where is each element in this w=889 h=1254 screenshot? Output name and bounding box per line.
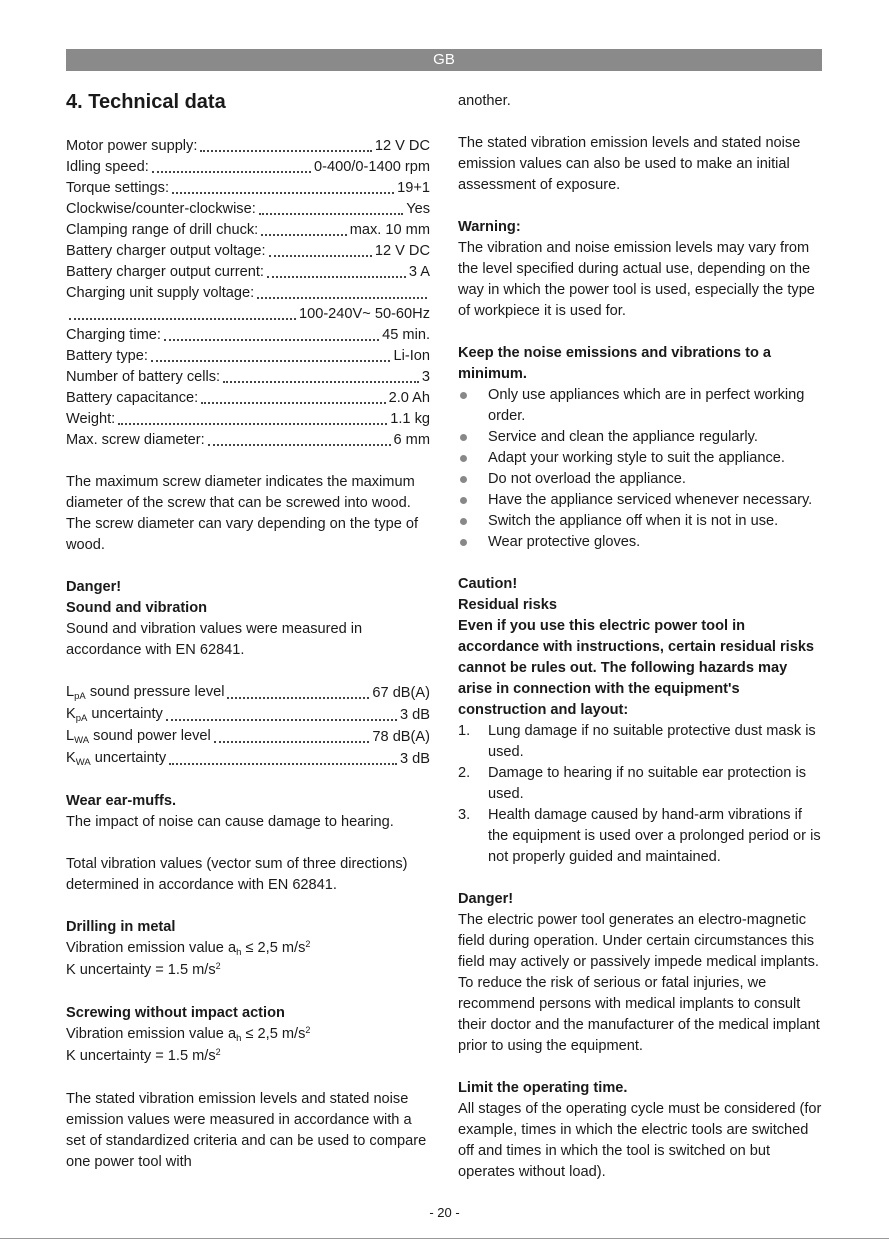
- list-item: Only use appliances which are in perfect working order.: [458, 385, 824, 427]
- drilling-uncertainty: K uncertainty = 1.5 $m/s^2$: [66, 961, 221, 978]
- list-item: Service and clean the appliance regularly.: [458, 427, 824, 448]
- leader-dots: [261, 234, 346, 236]
- list-item: Adapt your working style to suit the appliance.: [458, 448, 824, 469]
- spec-value: 2.0 Ah: [388, 390, 430, 406]
- warning-heading: Warning:: [458, 219, 521, 235]
- risk-number: 1.: [458, 723, 471, 739]
- leader-dots: [164, 339, 379, 341]
- danger-heading: Danger!: [66, 579, 122, 595]
- total-vibration-text: Total vibration values (vector sum of three directions) determined in accordance with EN 62841.: [66, 856, 408, 893]
- spec-value: Yes: [406, 201, 430, 217]
- earmuffs-text: The impact of noise can cause damage to hearing.: [66, 814, 394, 830]
- spec-key: Charging unit supply voltage:: [66, 285, 255, 301]
- leader-dots: [151, 360, 391, 362]
- leader-dots: [267, 276, 406, 278]
- list-item: Do not overload the appliance.: [458, 469, 824, 490]
- spec-key: Battery type:: [66, 348, 148, 364]
- spec-value: 1.1 kg: [390, 411, 430, 427]
- screwing-vibration: Vibration emission value $a_h \le 2,5$ $m/s^2$: [66, 1025, 311, 1044]
- spec-list: [66, 136, 430, 451]
- risk-text: Damage to hearing if no suitable ear protection is used.: [488, 765, 807, 802]
- spec-key: Idling speed:: [66, 159, 149, 175]
- limit-text: All stages of the operating cycle must be considered (for example, times in which the electric tools are switched off and times in which the tool is switched on but operates without load).: [458, 1101, 822, 1180]
- risk-item: [458, 805, 824, 868]
- leader-dots: [152, 171, 311, 173]
- noise-key: $K_{WA}$ uncertainty: [66, 750, 167, 768]
- spec-row: [66, 241, 430, 262]
- noise-key: $L_{pA}$ sound pressure level: [66, 684, 225, 702]
- leader-dots: [169, 763, 397, 765]
- spec-key: Motor power supply:: [66, 138, 198, 154]
- spec-value: 100-240V~ 50-60Hz: [298, 306, 430, 322]
- warning-text: The vibration and noise emission levels may vary from the level specified during actual use, depending on the way in which the power tool is used, especially the type of workpiece it is used for.: [458, 240, 815, 319]
- spec-row: [66, 283, 430, 304]
- caution-heading: Caution!: [458, 576, 518, 592]
- precaution-list: [458, 385, 824, 553]
- continuation-text: another.: [458, 93, 511, 109]
- leader-dots: [201, 402, 385, 404]
- noise-row: [66, 748, 430, 770]
- header-bar: [66, 49, 822, 71]
- danger2-text: The electric power tool generates an electro-magnetic field during operation. Under certain circumstances this field may actively or passively impede medical implants. To reduce the risk of serious or fatal injuries, we recommend persons with medical implants to consult their doctor and the manufacturer of the medical implant prior to using the equipment.: [458, 912, 820, 1054]
- spec-key: Number of battery cells:: [66, 369, 221, 385]
- spec-value: 3 A: [408, 264, 430, 280]
- leader-dots: [118, 423, 387, 425]
- section-title: 4. Technical data: [66, 91, 226, 113]
- spec-row: [66, 157, 430, 178]
- spec-row: [66, 136, 430, 157]
- drilling-heading: Drilling in metal: [66, 919, 176, 935]
- leader-dots: [269, 255, 372, 257]
- spec-row: [66, 325, 430, 346]
- spec-key: Battery charger output current:: [66, 264, 264, 280]
- noise-key: $L_{WA}$ sound power level: [66, 728, 211, 746]
- noise-row: [66, 726, 430, 748]
- spec-row: [66, 178, 430, 199]
- spec-row: [66, 304, 430, 325]
- risk-item: [458, 763, 824, 805]
- residual-heading: Residual risks: [458, 597, 557, 613]
- spec-row: [66, 367, 430, 388]
- noise-value: 78 dB(A): [372, 729, 430, 745]
- noise-value: 67 dB(A): [372, 685, 430, 701]
- leader-dots: [69, 318, 296, 320]
- leader-dots: [200, 150, 371, 152]
- spec-key: Battery capacitance:: [66, 390, 199, 406]
- danger2-heading: Danger!: [458, 891, 514, 907]
- list-item: Switch the appliance off when it is not in use.: [458, 511, 824, 532]
- header-label: GB: [433, 51, 455, 68]
- right-column: [458, 91, 824, 1183]
- leader-dots: [172, 192, 394, 194]
- list-item: Wear protective gloves.: [458, 532, 824, 553]
- spec-value: 12 V DC: [374, 243, 430, 259]
- spec-row: [66, 199, 430, 220]
- risk-number: 3.: [458, 807, 471, 823]
- spec-value: 19+1: [397, 180, 430, 196]
- spec-value: 3: [421, 369, 430, 385]
- spec-row: [66, 262, 430, 283]
- spec-value: 0-400/0-1400 rpm: [313, 159, 430, 175]
- sound-text: Sound and vibration values were measured in accordance with EN 62841.: [66, 621, 363, 658]
- spec-row: [66, 220, 430, 241]
- spec-key: Battery charger output voltage:: [66, 243, 266, 259]
- leader-dots: [166, 719, 397, 721]
- spec-key: Clockwise/counter-clockwise:: [66, 201, 256, 217]
- spec-key: Clamping range of drill chuck:: [66, 222, 259, 238]
- page-number: - 20 -: [429, 1205, 460, 1220]
- spec-row: [66, 388, 430, 409]
- list-item: Have the appliance serviced whenever necessary.: [458, 490, 824, 511]
- spec-value: Li-Ion: [393, 348, 430, 364]
- limit-heading: Limit the operating time.: [458, 1080, 628, 1096]
- spec-key: Charging time:: [66, 327, 161, 343]
- spec-row: [66, 430, 430, 451]
- left-column: [66, 90, 430, 1173]
- spec-key: Weight:: [66, 411, 116, 427]
- screw-note: The maximum screw diameter indicates the maximum diameter of the screw that can be screwed into wood. The screw diameter can vary depending on the type of wood.: [66, 474, 419, 553]
- leader-dots: [227, 697, 369, 699]
- leader-dots: [214, 741, 370, 743]
- leader-dots: [208, 444, 391, 446]
- keep-minimum-heading: Keep the noise emissions and vibrations to a minimum.: [458, 345, 772, 382]
- noise-value: 3 dB: [399, 707, 430, 723]
- spec-value: 45 min.: [382, 327, 430, 343]
- sound-heading: Sound and vibration: [66, 600, 208, 616]
- closing-text: The stated vibration emission levels and stated noise emission values were measured in accordance with a set of standardized criteria and can be used to compare one power tool with: [66, 1091, 427, 1170]
- bottom-rule: [0, 1238, 889, 1239]
- spec-key: Max. screw diameter:: [66, 432, 205, 448]
- screwing-heading: Screwing without impact action: [66, 1005, 285, 1021]
- risk-list: [458, 721, 824, 868]
- noise-row: [66, 682, 430, 704]
- risk-item: [458, 721, 824, 763]
- leader-dots: [257, 297, 427, 299]
- risk-text: Health damage caused by hand-arm vibrations if the equipment is used over a prolonged period or is not properly guided and maintained.: [488, 807, 821, 865]
- risk-text: Lung damage if no suitable protective dust mask is used.: [488, 723, 816, 760]
- spec-value: 12 V DC: [374, 138, 430, 154]
- exposure-text: The stated vibration emission levels and stated noise emission values can also be used to make an initial assessment of exposure.: [458, 135, 801, 193]
- spec-row: [66, 409, 430, 430]
- noise-list: [66, 682, 430, 770]
- earmuffs-heading: Wear ear-muffs.: [66, 793, 177, 809]
- leader-dots: [259, 213, 403, 215]
- spec-value: 6 mm: [393, 432, 430, 448]
- risk-number: 2.: [458, 765, 471, 781]
- spec-key: Torque settings:: [66, 180, 170, 196]
- leader-dots: [223, 381, 419, 383]
- spec-row: [66, 346, 430, 367]
- drilling-vibration: Vibration emission value $a_h \le 2,5$ $m/s^2$: [66, 939, 311, 958]
- residual-text: Even if you use this electric power tool in accordance with instructions, certain residual risks cannot be rules out. The following hazards may arise in connection with the equipment's construction and layout:: [458, 618, 815, 718]
- spec-value: max. 10 mm: [349, 222, 430, 238]
- noise-value: 3 dB: [399, 751, 430, 767]
- noise-key: $K_{pA}$ uncertainty: [66, 706, 163, 724]
- screwing-uncertainty: K uncertainty = 1.5 $m/s^2$: [66, 1047, 221, 1064]
- noise-row: [66, 704, 430, 726]
